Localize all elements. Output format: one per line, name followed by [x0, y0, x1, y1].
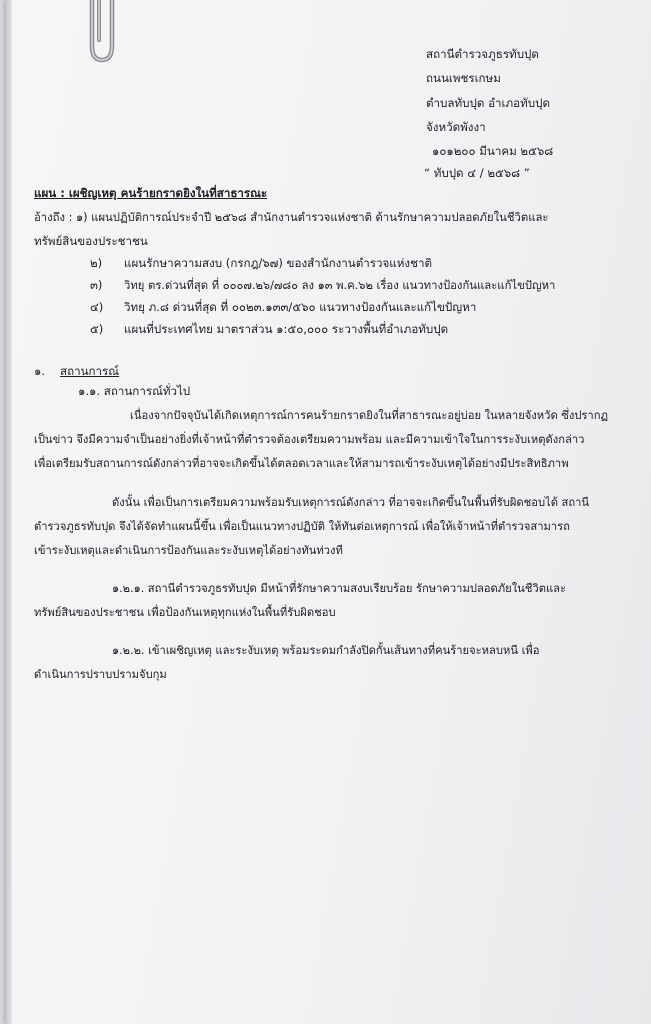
paragraph-line: ทรัพย์สินของประชาชน เพื่อป้องกันเหตุทุกแห่งในพื้นที่รับผิดชอบ: [34, 606, 336, 619]
reference-num: ๒): [90, 256, 103, 270]
road-name: ถนนเพชรเกษม: [426, 71, 501, 85]
reference-num: ๔): [90, 300, 104, 314]
paragraph-line: ๑.๒.๒. เข้าเผชิญเหตุ และระงับเหตุ พร้อมระดมกำลังปิดกั้นเส้นทางที่คนร้ายจะหลบหนี เพื่อ: [112, 644, 540, 657]
reference-1-continued: ทรัพย์สินของประชาชน: [34, 234, 148, 248]
paragraph-line: เพื่อเตรียมรับสถานการณ์ดังกล่าวที่อาจจะเกิดขึ้นได้ตลอดเวลาและให้สามารถเข้าระงับเหตุได้อย่างมีประสิทธิภาพ: [34, 457, 569, 470]
document-datetime: ๑๐๑๒๐๐ มีนาคม ๒๕๖๘: [432, 144, 554, 158]
paragraph-line: เป็นข่าว จึงมีความจำเป็นอย่างยิ่งที่เจ้าหน้าที่ตำรวจต้องเตรียมความพร้อม และมีความเข้าใจในการระงับเหตุดังกล่าว: [34, 433, 585, 446]
office-name: สถานีตำรวจภูธรทับปุด: [426, 47, 539, 61]
reference-num: ๓): [90, 278, 103, 292]
plan-number: “ ทับปุด ๔ / ๒๕๖๘ ”: [424, 166, 530, 180]
paragraph-line: ตำรวจภูธรทับปุด จึงได้จัดทำแผนนี้ขึ้น เพื่อเป็นแนวทางปฏิบัติ ให้ทันต่อเหตุการณ์ เพื่อให้เจ้าหน้าที่ตำรวจสามารถ: [34, 520, 570, 533]
reference-4: วิทยุ ภ.๘ ด่วนที่สุด ที่ ๐๐๒๓.๑๓๓/๕๖๐ แนวทางป้องกันและแก้ไขปัญหา: [124, 300, 477, 314]
reference-num: ๕): [90, 322, 104, 336]
paragraph-line: ๑.๒.๑. สถานีตำรวจภูธรทับปุด มีหน้าที่รักษาความสงบเรียบร้อย รักษาความปลอดภัยในชีวิตและ: [112, 582, 567, 595]
paragraph-line: เนื่องจากปัจจุบันได้เกิดเหตุการณ์การคนร้ายกราดยิงในที่สาธารณะอยู่บ่อย ในหลายจังหวัด ซึ่งปรากฏ: [130, 409, 608, 422]
section-number: ๑.: [34, 364, 46, 378]
reference-2: แผนรักษาความสงบ (กรกฎ/๖๗) ของสำนักงานตำรวจแห่งชาติ: [124, 256, 432, 270]
province: จังหวัดพังงา: [426, 120, 486, 134]
reference-1: อ้างถึง : ๑) แผนปฏิบัติการณ์ประจำปี ๒๕๖๘ สำนักงานตำรวจแห่งชาติ ด้านรักษาความปลอดภัยในชีวิตและ: [34, 211, 549, 224]
paragraph-line: เข้าระงับเหตุและดำเนินการป้องกันและระงับเหตุได้อย่างทันท่วงที: [34, 544, 343, 557]
reference-5: แผนที่ประเทศไทย มาตราส่วน ๑:๕๐,๐๐๐ ระวางพื้นที่อำเภอทับปุด: [124, 322, 449, 336]
subdistrict-district: ตำบลทับปุด อำเภอทับปุด: [426, 96, 551, 110]
paragraph-line: ดังนั้น เพื่อเป็นการเตรียมความพร้อมรับเหตุการณ์ดังกล่าว ที่อาจจะเกิดขึ้นในพื้นที่รับผิดชอบได้ สถานี: [112, 496, 590, 509]
plan-title: แผน : เผชิญเหตุ คนร้ายกราดยิงในที่สาธารณะ: [34, 186, 268, 200]
reference-3: วิทยุ ตร.ด่วนที่สุด ที่ ๐๐๐๗.๒๖/๗๘๐ ลง ๑๓ พ.ค.๖๒ เรื่อง แนวทางป้องกันและแก้ไขปัญหา: [124, 279, 556, 292]
paragraph-line: ดำเนินการปราบปรามจับกุม: [34, 668, 167, 681]
subsection-title: ๑.๑. สถานการณ์ทั่วไป: [78, 384, 191, 398]
section-title: สถานการณ์: [60, 364, 120, 378]
